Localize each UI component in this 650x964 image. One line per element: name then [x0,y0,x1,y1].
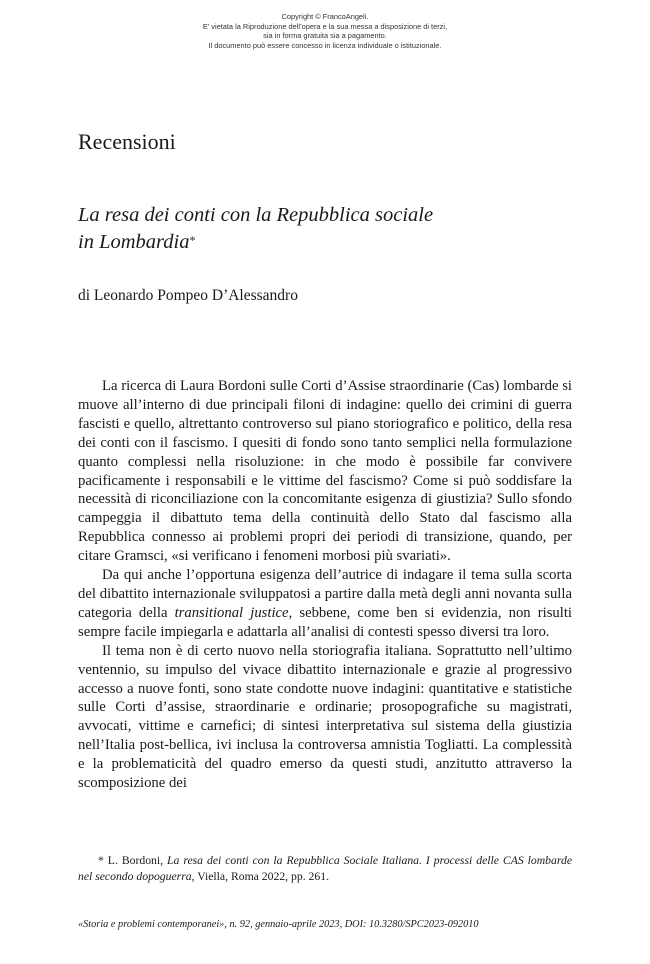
copyright-line: Copyright © FrancoAngeli. [281,12,369,21]
article-body [78,377,572,793]
body-paragraph: La ricerca di Laura Bordoni sulle Corti d’Assise straordinarie (Cas) lombarde si muove all’interno di due principali filoni di indagine: quello dei crimini di guerra fascisti e quello, altrettanto controverso sul piano storiografico e politico, della resa dei conti con il fascismo. I quesiti di fondo sono tanto semplici nella formulazione quanto complessi nella risoluzione: in che modo è possibile far convivere pacificamente i responsabili e le vittime del fascismo? Come si può soddisfare la necessità di riconciliazione con la concomitante esigenza di giustizia? Sullo sfondo campeggia il dibattuto tema della continuità dello Stato dal fascismo alla Repubblica connesso ai problemi propri dei periodi di transizione, quando, per citare Gramsci, «si verificano i fenomeni morbosi più svariati». [78,378,572,565]
section-heading: Recensioni [78,129,176,154]
body-text: , sebbene, come ben si evidenzia, non risulti sempre facile impiegarla e adattarla all’analisi di contesti spesso diversi tra loro. [78,604,573,640]
body-text: Da qui anche l’opportuna esigenza dell’autrice di indagare il tema sulla scorta del dibattito internazionale sviluppatosi a partire dalla metà degli anni novanta sulla categoria della [78,567,572,621]
copyright-line: sia in forma gratuita sia a pagamento. [263,31,387,41]
article-title-line1: La resa dei conti con la Repubblica sociale [78,204,434,226]
copyright-notice [0,12,650,50]
footnote-book-title: La resa dei conti con la Repubblica Sociale Italiana. I processi delle CAS lombarde nel secondo dopoguerra [78,854,573,883]
copyright-line: Il documento può essere concesso in licenza individuale o istituzionale. [208,40,442,50]
footnote [78,853,572,885]
body-paragraph [78,566,572,642]
article-author: di Leonardo Pompeo D’Alessandro [78,287,298,304]
body-paragraph: Il tema non è di certo nuovo nella storiografia italiana. Soprattutto nell’ultimo ventennio, su impulso del vivace dibattito internazionale e grazie al progressivo accesso a nuove fonti, sono state condotte nuove indagini: quantitative e statistiche sulle Corti d’assise, straordinarie e ordinarie; prosopografiche su magistrati, avvocati, vittime e carnefici; di sintesi interpretativa sul sistema della giustizia nell’Italia post-bellica, ivi inclusa la controversa amnistia Togliatti. La complessità e la problematicità del quadro emerso da questi studi, anzitutto attraverso la scomposizione dei [78,642,572,792]
article-title-line2: in Lombardia [78,231,190,253]
footnote-suffix: , Viella, Roma 2022, pp. 261. [191,870,329,883]
journal-footer: «Storia e problemi contemporanei», n. 92, gennaio-aprile 2023, DOI: 10.3280/SPC2023-092010 [78,919,479,930]
body-italic-term: transitional justice [174,604,289,621]
footnote-text [78,853,572,885]
footnote-marker: * [189,233,196,247]
article-title [78,202,598,256]
copyright-line: E’ vietata la Riproduzione dell’opera e la sua messa a disposizione di terzi, [202,21,448,31]
footnote-prefix: * L. Bordoni, [98,854,168,867]
